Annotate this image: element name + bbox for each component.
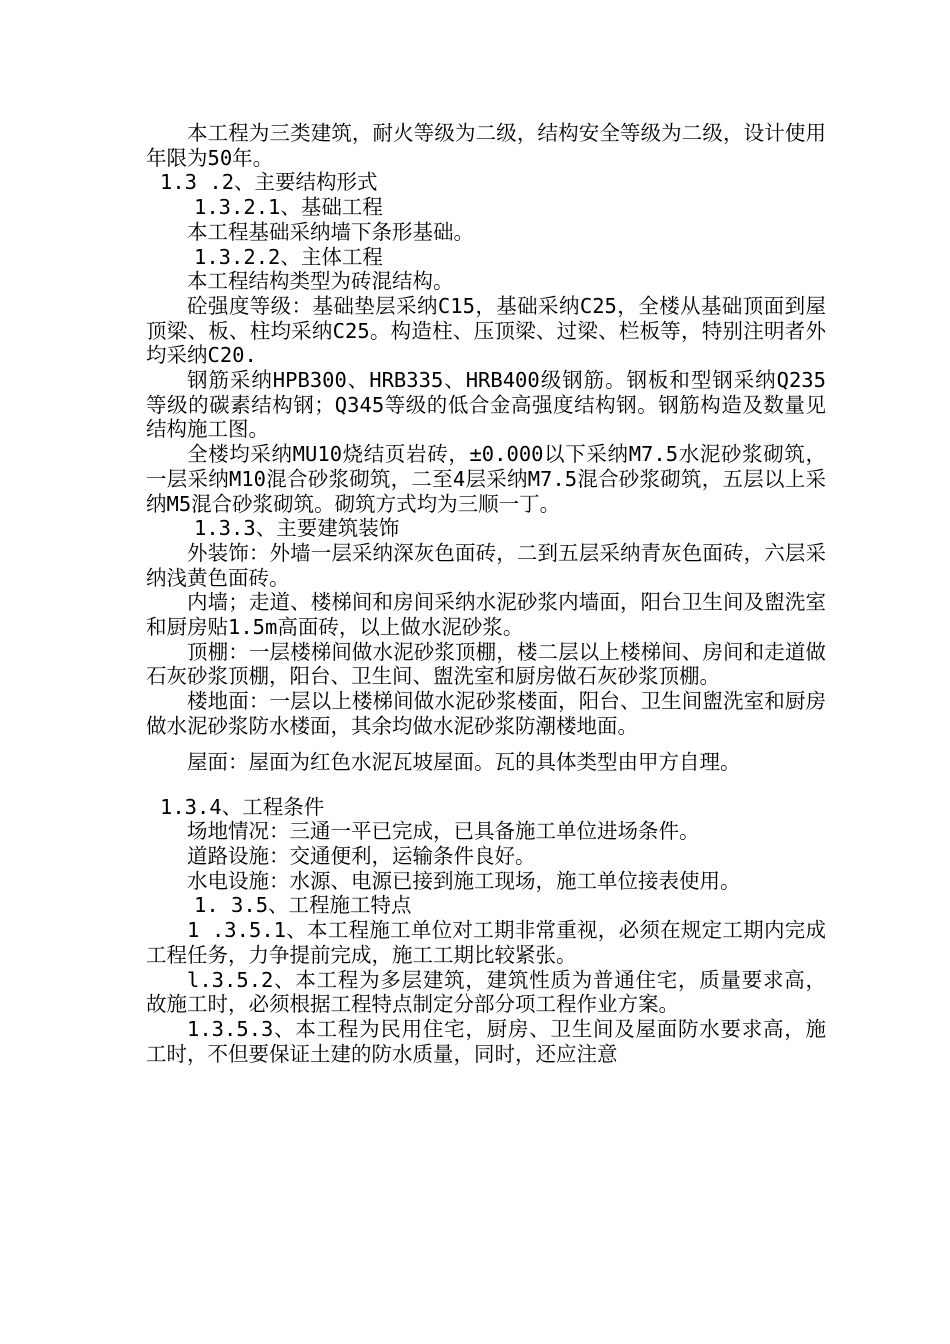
paragraph-masonry: 全楼均采纳MU10烧结页岩砖，±0.000以下采纳M7.5水泥砂浆砌筑，一层采纳M10混合砂浆砌筑，二至4层采纳M7.5混合砂浆砌筑，五层以上采纳M5混合砂浆砌筑。砌筑方式均为三顺一丁。: [146, 442, 826, 516]
paragraph-interior-wall: 内墙；走道、楼梯间和房间采纳水泥砂浆内墙面，阳台卫生间及盥洗室和厨房贴1.5m高面砖，以上做水泥砂浆。: [146, 590, 826, 640]
heading-main-structure: 1.3.2.2、主体工程: [194, 244, 383, 269]
paragraph-rebar: 钢筋采纳HPB300、HRB335、HRB400级钢筋。钢板和型钢采纳Q235等级的碳素结构钢；Q345等级的低合金高强度结构钢。钢筋构造及数量见结构施工图。: [146, 368, 826, 442]
paragraph-foundation: 本工程基础采纳墙下条形基础。: [187, 219, 474, 244]
heading-foundation: 1.3.2.1、基础工程: [194, 195, 383, 220]
paragraph-concrete-grade: 砼强度等级：基础垫层采纳C15，基础采纳C25，全楼从基础顶面到屋顶梁、板、柱均采纳C25。构造柱、压顶梁、过梁、栏板等，特别注明者外均采纳C20.: [146, 293, 826, 368]
document-body: [146, 121, 826, 1066]
heading-structure-form: 1.3 .2、主要结构形式: [160, 170, 378, 195]
paragraph-site: 场地情况：三通一平已完成，已具备施工单位进场条件。: [187, 819, 700, 844]
paragraph-feature-1: 1 .3.5.1、本工程施工单位对工期非常重视，必须在规定工期内完成工程任务，力争提前完成，施工工期比较紧张。: [146, 918, 826, 967]
paragraph-roads: 道路设施：交通便利，运输条件良好。: [187, 843, 536, 868]
paragraph-floor: 楼地面：一层以上楼梯间做水泥砂浆楼面，阳台、卫生间盥洗室和厨房做水泥砂浆防水楼面，其余均做水泥砂浆防潮楼地面。: [146, 689, 826, 738]
paragraph-exterior: 外装饰：外墙一层采纳深灰色面砖，二到五层采纳青灰色面砖，六层采纳浅黄色面砖。: [146, 540, 826, 590]
paragraph-structure-type: 本工程结构类型为砖混结构。: [187, 269, 454, 294]
paragraph-feature-3: 1.3.5.3、本工程为民用住宅，厨房、卫生间及屋面防水要求高，施工时，不但要保证土建的防水质量，同时，还应注意: [146, 1016, 826, 1066]
paragraph-fire-rating: 本工程为三类建筑，耐火等级为二级，结构安全等级为二级，设计使用年限为50年。: [146, 121, 826, 170]
paragraph-roof: 屋面：屋面为红色水泥瓦坡屋面。瓦的具体类型由甲方自理。: [187, 749, 741, 774]
paragraph-utilities: 水电设施：水源、电源已接到施工现场，施工单位接表使用。: [187, 868, 741, 893]
heading-decoration: 1.3.3、主要建筑装饰: [194, 516, 400, 541]
heading-features: 1. 3.5、工程施工特点: [194, 893, 412, 918]
paragraph-ceiling: 顶棚：一层楼梯间做水泥砂浆顶棚，楼二层以上楼梯间、房间和走道做石灰砂浆顶棚，阳台、卫生间、盥洗室和厨房做石灰砂浆顶棚。: [146, 639, 826, 689]
paragraph-feature-2: l.3.5.2、本工程为多层建筑，建筑性质为普通住宅，质量要求高，故施工时，必须根据工程特点制定分部分项工程作业方案。: [146, 967, 826, 1017]
heading-conditions: 1.3.4、工程条件: [160, 794, 325, 819]
